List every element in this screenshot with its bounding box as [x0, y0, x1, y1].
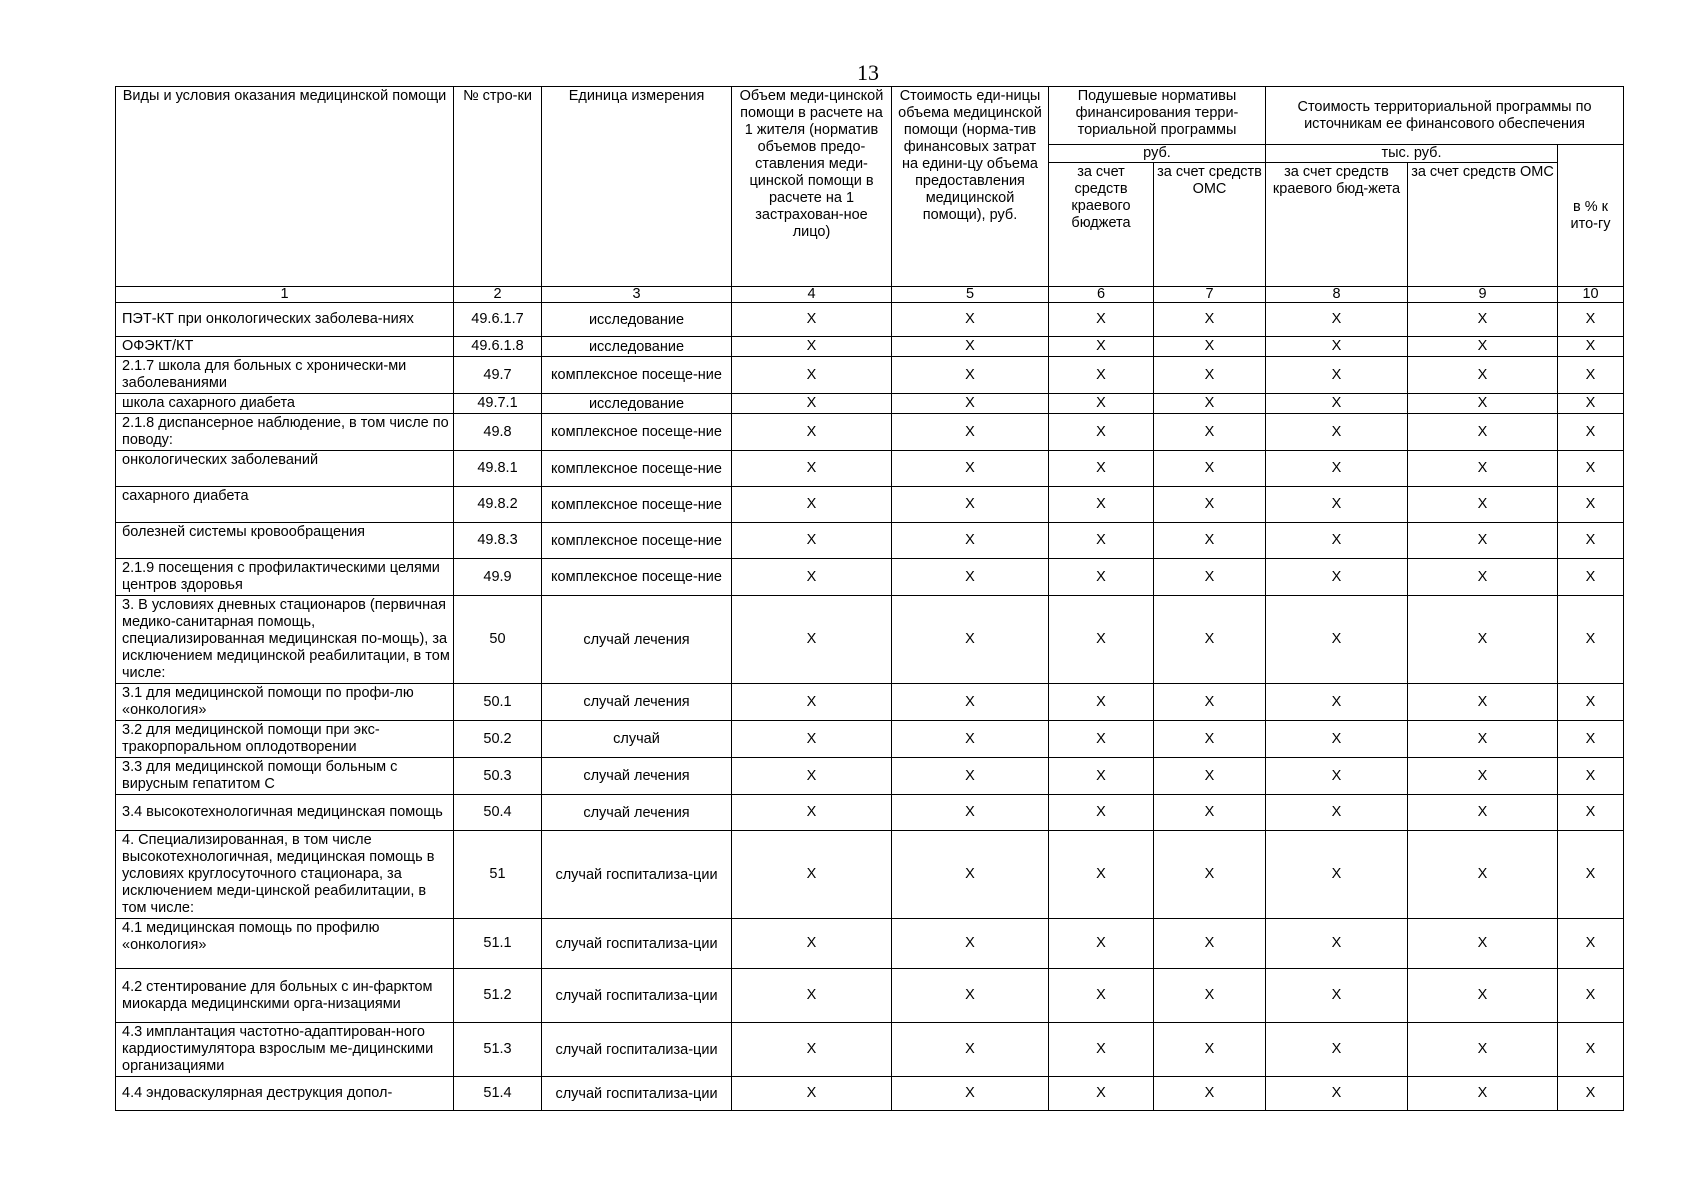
column-number: 10 — [1558, 287, 1624, 303]
cell-percent: X — [1558, 1077, 1624, 1111]
row-unit: случай госпитализа-ции — [542, 919, 732, 969]
cell-per-capita-oms: X — [1154, 684, 1266, 721]
table-row — [116, 414, 1624, 451]
cell-per-capita-oms: X — [1154, 831, 1266, 919]
cell-volume: X — [732, 919, 892, 969]
table-row — [116, 357, 1624, 394]
table-row — [116, 303, 1624, 337]
column-number: 9 — [1408, 287, 1558, 303]
cell-cost-budget: X — [1266, 487, 1408, 523]
row-unit: комплексное посеще-ние — [542, 451, 732, 487]
cell-cost-oms: X — [1408, 487, 1558, 523]
cell-unit-cost: X — [892, 831, 1049, 919]
column-number: 6 — [1049, 287, 1154, 303]
cell-percent: X — [1558, 487, 1624, 523]
cell-per-capita-budget: X — [1049, 1023, 1154, 1077]
cell-volume: X — [732, 596, 892, 684]
cell-cost-budget: X — [1266, 684, 1408, 721]
cell-per-capita-budget: X — [1049, 451, 1154, 487]
table-row — [116, 487, 1624, 523]
row-name: 4.1 медицинская помощь по профилю «онкология» — [116, 919, 454, 969]
header-unit: Единица измерения — [542, 87, 732, 287]
row-number: 50.1 — [454, 684, 542, 721]
cell-volume: X — [732, 487, 892, 523]
financing-table — [115, 86, 1624, 1111]
row-unit: исследование — [542, 303, 732, 337]
table-row — [116, 337, 1624, 357]
row-number: 49.8.3 — [454, 523, 542, 559]
cell-unit-cost: X — [892, 684, 1049, 721]
header-cost-budget: за счет средств краевого бюд-жета — [1266, 163, 1408, 287]
cell-volume: X — [732, 559, 892, 596]
cell-cost-oms: X — [1408, 684, 1558, 721]
cell-volume: X — [732, 337, 892, 357]
cell-volume: X — [732, 414, 892, 451]
table-row — [116, 1023, 1624, 1077]
cell-per-capita-oms: X — [1154, 337, 1266, 357]
cell-unit-cost: X — [892, 758, 1049, 795]
cell-cost-oms: X — [1408, 394, 1558, 414]
table-row — [116, 596, 1624, 684]
cell-per-capita-oms: X — [1154, 1023, 1266, 1077]
cell-volume: X — [732, 451, 892, 487]
cell-unit-cost: X — [892, 596, 1049, 684]
row-unit: случай госпитализа-ции — [542, 1023, 732, 1077]
cell-percent: X — [1558, 596, 1624, 684]
header-program-cost-group: Стоимость территориальной программы по источникам ее финансового обеспечения — [1266, 87, 1624, 145]
cell-per-capita-budget: X — [1049, 831, 1154, 919]
cell-per-capita-budget: X — [1049, 523, 1154, 559]
header-per-capita-group: Подушевые нормативы финансирования терри-ториальной программы — [1049, 87, 1266, 145]
cell-cost-oms: X — [1408, 357, 1558, 394]
cell-per-capita-oms: X — [1154, 795, 1266, 831]
cell-percent: X — [1558, 831, 1624, 919]
cell-cost-oms: X — [1408, 969, 1558, 1023]
cell-cost-oms: X — [1408, 758, 1558, 795]
column-number: 8 — [1266, 287, 1408, 303]
cell-percent: X — [1558, 337, 1624, 357]
cell-per-capita-budget: X — [1049, 758, 1154, 795]
table-row — [116, 394, 1624, 414]
row-number: 51.1 — [454, 919, 542, 969]
cell-cost-oms: X — [1408, 1023, 1558, 1077]
cell-percent: X — [1558, 1023, 1624, 1077]
cell-unit-cost: X — [892, 919, 1049, 969]
cell-unit-cost: X — [892, 1077, 1049, 1111]
row-name: сахарного диабета — [116, 487, 454, 523]
cell-per-capita-budget: X — [1049, 795, 1154, 831]
cell-cost-budget: X — [1266, 795, 1408, 831]
cell-cost-oms: X — [1408, 303, 1558, 337]
row-number: 49.7 — [454, 357, 542, 394]
row-number: 50.4 — [454, 795, 542, 831]
cell-volume: X — [732, 684, 892, 721]
cell-volume: X — [732, 1023, 892, 1077]
row-unit: случай лечения — [542, 684, 732, 721]
cell-cost-oms: X — [1408, 1077, 1558, 1111]
table-row — [116, 831, 1624, 919]
cell-percent: X — [1558, 721, 1624, 758]
cell-unit-cost: X — [892, 414, 1049, 451]
row-name: 2.1.9 посещения с профилактическими целями центров здоровья — [116, 559, 454, 596]
cell-per-capita-oms: X — [1154, 721, 1266, 758]
cell-cost-oms: X — [1408, 451, 1558, 487]
cell-unit-cost: X — [892, 523, 1049, 559]
cell-cost-budget: X — [1266, 451, 1408, 487]
cell-per-capita-oms: X — [1154, 523, 1266, 559]
row-unit: комплексное посеще-ние — [542, 357, 732, 394]
cell-volume: X — [732, 357, 892, 394]
cell-percent: X — [1558, 559, 1624, 596]
cell-per-capita-oms: X — [1154, 969, 1266, 1023]
row-name: ОФЭКТ/КТ — [116, 337, 454, 357]
cell-percent: X — [1558, 414, 1624, 451]
column-number-row — [116, 287, 1624, 303]
cell-per-capita-oms: X — [1154, 303, 1266, 337]
cell-cost-oms: X — [1408, 523, 1558, 559]
cell-cost-oms: X — [1408, 721, 1558, 758]
cell-percent: X — [1558, 795, 1624, 831]
row-name: онкологических заболеваний — [116, 451, 454, 487]
cell-cost-budget: X — [1266, 1077, 1408, 1111]
cell-cost-oms: X — [1408, 919, 1558, 969]
cell-unit-cost: X — [892, 451, 1049, 487]
cell-unit-cost: X — [892, 394, 1049, 414]
row-number: 49.6.1.7 — [454, 303, 542, 337]
cell-cost-oms: X — [1408, 337, 1558, 357]
page-number: 13 — [857, 60, 879, 85]
column-number: 7 — [1154, 287, 1266, 303]
cell-cost-budget: X — [1266, 969, 1408, 1023]
table-row — [116, 795, 1624, 831]
row-number: 51.3 — [454, 1023, 542, 1077]
table-body — [116, 303, 1624, 1111]
cell-cost-oms: X — [1408, 795, 1558, 831]
cell-per-capita-oms: X — [1154, 559, 1266, 596]
row-unit: комплексное посеще-ние — [542, 523, 732, 559]
cell-percent: X — [1558, 394, 1624, 414]
row-number: 49.7.1 — [454, 394, 542, 414]
cell-cost-budget: X — [1266, 919, 1408, 969]
row-unit: случай госпитализа-ции — [542, 969, 732, 1023]
cell-percent: X — [1558, 969, 1624, 1023]
row-name: 3.4 высокотехнологичная медицинская помощь — [116, 795, 454, 831]
row-number: 50.2 — [454, 721, 542, 758]
header-unit-cost: Стоимость еди-ницы объема медицинской помощи (норма-тив финансовых затрат на едини-цу объема предоставления медицинской помощи), руб. — [892, 87, 1049, 287]
row-number: 49.8.1 — [454, 451, 542, 487]
cell-cost-budget: X — [1266, 1023, 1408, 1077]
row-name: ПЭТ-КТ при онкологических заболева-ниях — [116, 303, 454, 337]
cell-volume: X — [732, 831, 892, 919]
cell-cost-budget: X — [1266, 559, 1408, 596]
header-per-capita-budget: за счет средств краевого бюджета — [1049, 163, 1154, 287]
cell-per-capita-budget: X — [1049, 684, 1154, 721]
row-unit: случай госпитализа-ции — [542, 831, 732, 919]
table-row — [116, 721, 1624, 758]
row-name: школа сахарного диабета — [116, 394, 454, 414]
row-unit: случай — [542, 721, 732, 758]
row-unit: случай лечения — [542, 596, 732, 684]
row-unit: случай госпитализа-ции — [542, 1077, 732, 1111]
table-row — [116, 969, 1624, 1023]
cell-per-capita-budget: X — [1049, 1077, 1154, 1111]
cell-unit-cost: X — [892, 969, 1049, 1023]
cell-cost-oms: X — [1408, 414, 1558, 451]
cell-percent: X — [1558, 523, 1624, 559]
column-number: 3 — [542, 287, 732, 303]
row-unit: комплексное посеще-ние — [542, 487, 732, 523]
cell-percent: X — [1558, 303, 1624, 337]
cell-volume: X — [732, 394, 892, 414]
table-row — [116, 919, 1624, 969]
table-row — [116, 523, 1624, 559]
cell-unit-cost: X — [892, 303, 1049, 337]
row-name: 4. Специализированная, в том числе высокотехнологичная, медицинская помощь в условиях круглосуточного стационара, за исключением меди-цинской реабилитации, в том числе: — [116, 831, 454, 919]
column-number: 5 — [892, 287, 1049, 303]
cell-volume: X — [732, 1077, 892, 1111]
row-name: 4.2 стентирование для больных с ин-фарктом миокарда медицинскими орга-низациями — [116, 969, 454, 1023]
row-unit: исследование — [542, 337, 732, 357]
cell-cost-oms: X — [1408, 831, 1558, 919]
cell-unit-cost: X — [892, 795, 1049, 831]
row-number: 51.2 — [454, 969, 542, 1023]
row-name: 2.1.8 диспансерное наблюдение, в том числе по поводу: — [116, 414, 454, 451]
cell-unit-cost: X — [892, 721, 1049, 758]
cell-cost-budget: X — [1266, 758, 1408, 795]
table-row — [116, 684, 1624, 721]
cell-cost-budget: X — [1266, 721, 1408, 758]
cell-unit-cost: X — [892, 1023, 1049, 1077]
row-name: болезней системы кровообращения — [116, 523, 454, 559]
column-number: 1 — [116, 287, 454, 303]
row-name: 2.1.7 школа для больных с хронически-ми заболеваниями — [116, 357, 454, 394]
row-number: 51 — [454, 831, 542, 919]
cell-per-capita-oms: X — [1154, 451, 1266, 487]
column-number: 2 — [454, 287, 542, 303]
cell-cost-budget: X — [1266, 414, 1408, 451]
cell-per-capita-budget: X — [1049, 596, 1154, 684]
cell-per-capita-budget: X — [1049, 337, 1154, 357]
cell-per-capita-budget: X — [1049, 969, 1154, 1023]
cell-volume: X — [732, 523, 892, 559]
table-row — [116, 1077, 1624, 1111]
cell-volume: X — [732, 721, 892, 758]
cell-unit-cost: X — [892, 487, 1049, 523]
cell-per-capita-oms: X — [1154, 919, 1266, 969]
cell-unit-cost: X — [892, 337, 1049, 357]
cell-percent: X — [1558, 451, 1624, 487]
cell-per-capita-budget: X — [1049, 919, 1154, 969]
header-per-capita-oms: за счет средств ОМС — [1154, 163, 1266, 287]
cell-per-capita-budget: X — [1049, 394, 1154, 414]
row-name: 4.3 имплантация частотно-адаптирован-ного кардиостимулятора взрослым ме-дицинскими организациями — [116, 1023, 454, 1077]
row-number: 51.4 — [454, 1077, 542, 1111]
row-number: 49.9 — [454, 559, 542, 596]
cell-unit-cost: X — [892, 357, 1049, 394]
cell-per-capita-budget: X — [1049, 357, 1154, 394]
cell-per-capita-oms: X — [1154, 414, 1266, 451]
row-name: 3.3 для медицинской помощи больным с вирусным гепатитом С — [116, 758, 454, 795]
row-number: 49.8 — [454, 414, 542, 451]
row-name: 3. В условиях дневных стационаров (первичная медико-санитарная помощь, специализированная медицинская по-мощь), за исключением медицинской реабилитации, в том числе: — [116, 596, 454, 684]
cell-per-capita-oms: X — [1154, 1077, 1266, 1111]
cell-percent: X — [1558, 684, 1624, 721]
cell-per-capita-oms: X — [1154, 487, 1266, 523]
row-number: 49.8.2 — [454, 487, 542, 523]
cell-per-capita-budget: X — [1049, 721, 1154, 758]
cell-per-capita-oms: X — [1154, 596, 1266, 684]
table-row — [116, 451, 1624, 487]
cell-cost-budget: X — [1266, 596, 1408, 684]
row-name: 4.4 эндоваскулярная деструкция допол- — [116, 1077, 454, 1111]
header-row-number: № стро-ки — [454, 87, 542, 287]
row-name: 3.2 для медицинской помощи при экс-тракорпоральном оплодотворении — [116, 721, 454, 758]
cell-per-capita-oms: X — [1154, 394, 1266, 414]
cell-volume: X — [732, 969, 892, 1023]
row-unit: случай лечения — [542, 758, 732, 795]
row-unit: комплексное посеще-ние — [542, 559, 732, 596]
table-row — [116, 559, 1624, 596]
row-unit: случай лечения — [542, 795, 732, 831]
row-unit: исследование — [542, 394, 732, 414]
cell-volume: X — [732, 303, 892, 337]
header-percent-total: в % к ито-гу — [1558, 145, 1624, 287]
header-unit-thous-rub: тыс. руб. — [1266, 145, 1558, 163]
row-name: 3.1 для медицинской помощи по профи-лю «онкология» — [116, 684, 454, 721]
header-cost-oms: за счет средств ОМС — [1408, 163, 1558, 287]
row-number: 50.3 — [454, 758, 542, 795]
cell-volume: X — [732, 795, 892, 831]
header-unit-rub: руб. — [1049, 145, 1266, 163]
cell-cost-budget: X — [1266, 394, 1408, 414]
cell-percent: X — [1558, 357, 1624, 394]
cell-percent: X — [1558, 919, 1624, 969]
row-number: 49.6.1.8 — [454, 337, 542, 357]
cell-per-capita-budget: X — [1049, 303, 1154, 337]
cell-cost-budget: X — [1266, 303, 1408, 337]
cell-cost-oms: X — [1408, 559, 1558, 596]
cell-percent: X — [1558, 758, 1624, 795]
column-number: 4 — [732, 287, 892, 303]
table-row — [116, 758, 1624, 795]
cell-per-capita-budget: X — [1049, 487, 1154, 523]
cell-cost-budget: X — [1266, 831, 1408, 919]
cell-per-capita-oms: X — [1154, 758, 1266, 795]
row-unit: комплексное посеще-ние — [542, 414, 732, 451]
header-volume: Объем меди-цинской помощи в расчете на 1 жителя (норматив объемов предо-ставления меди-цинской помощи в расчете на 1 застрахован-ное лицо) — [732, 87, 892, 287]
cell-cost-budget: X — [1266, 523, 1408, 559]
cell-unit-cost: X — [892, 559, 1049, 596]
cell-per-capita-budget: X — [1049, 559, 1154, 596]
cell-cost-budget: X — [1266, 337, 1408, 357]
cell-volume: X — [732, 758, 892, 795]
cell-per-capita-budget: X — [1049, 414, 1154, 451]
cell-cost-budget: X — [1266, 357, 1408, 394]
cell-cost-oms: X — [1408, 596, 1558, 684]
row-number: 50 — [454, 596, 542, 684]
cell-per-capita-oms: X — [1154, 357, 1266, 394]
header-kinds: Виды и условия оказания медицинской помощи — [116, 87, 454, 287]
